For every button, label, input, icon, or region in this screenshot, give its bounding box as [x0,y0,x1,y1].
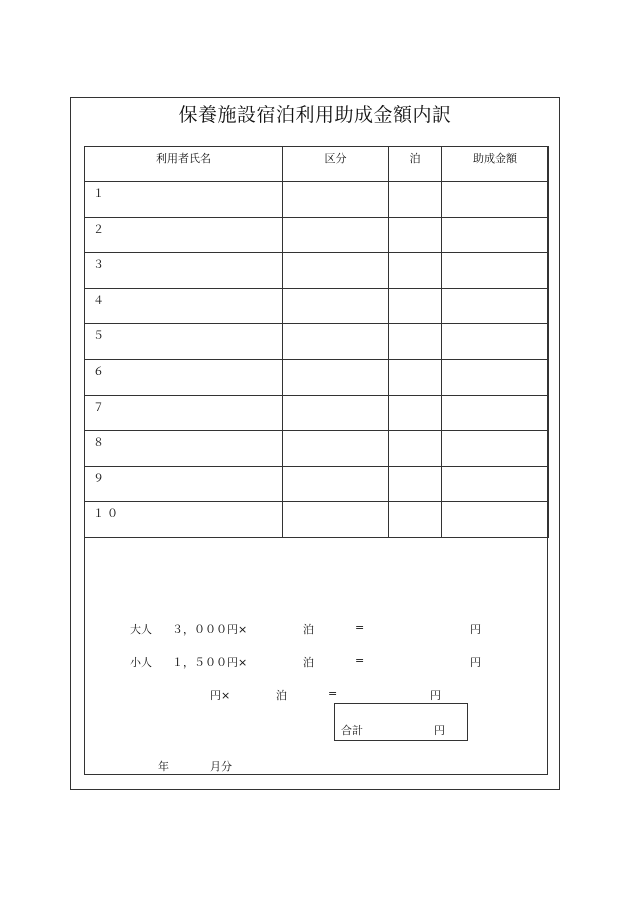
amount-cell[interactable] [442,502,549,538]
other-rate: 円× [210,689,231,702]
table-header-row [85,147,549,182]
adult-rate: ３，０００円× [172,623,248,636]
category-cell[interactable] [283,502,389,538]
header-user-name: 利用者氏名 [85,147,283,182]
other-equals: = [328,687,338,700]
nights-cell[interactable] [389,217,442,253]
nights-cell[interactable] [389,288,442,324]
amount-cell[interactable] [442,217,549,253]
adult-equals: = [355,621,365,634]
child-label: 小人 [130,656,152,669]
category-cell[interactable] [283,288,389,324]
category-cell[interactable] [283,466,389,502]
other-nights-unit: 泊 [276,689,287,702]
amount-cell[interactable] [442,431,549,467]
table-row [85,324,549,360]
table-row [85,253,549,289]
header-category: 区分 [283,147,389,182]
table-row [85,502,549,538]
row-number[interactable]: ２ [85,217,283,253]
header-subsidy-amount: 助成金額 [442,147,549,182]
nights-cell[interactable] [389,253,442,289]
row-number[interactable]: １ [85,182,283,218]
category-cell[interactable] [283,324,389,360]
category-cell[interactable] [283,359,389,395]
row-number[interactable]: ３ [85,253,283,289]
other-yen: 円 [430,689,441,702]
table-row [85,466,549,502]
table-row [85,431,549,467]
category-cell[interactable] [283,217,389,253]
table-row [85,217,549,253]
nights-cell[interactable] [389,502,442,538]
amount-cell[interactable] [442,395,549,431]
row-number[interactable]: ９ [85,466,283,502]
nights-cell[interactable] [389,359,442,395]
category-cell[interactable] [283,253,389,289]
table-row [85,359,549,395]
header-nights: 泊 [389,147,442,182]
table-row [85,395,549,431]
child-yen: 円 [470,656,481,669]
period-year: 年 [158,760,169,773]
amount-cell[interactable] [442,359,549,395]
child-equals: = [355,654,365,667]
nights-cell[interactable] [389,182,442,218]
row-number[interactable]: ６ [85,359,283,395]
category-cell[interactable] [283,395,389,431]
amount-cell[interactable] [442,324,549,360]
period-month: 月分 [210,760,232,773]
table-row [85,182,549,218]
adult-label: 大人 [130,623,152,636]
document-title: 保養施設宿泊利用助成金額内訳 [178,104,452,126]
child-rate: １，５００円× [172,656,248,669]
nights-cell[interactable] [389,324,442,360]
detail-table [84,146,549,538]
row-number[interactable]: ７ [85,395,283,431]
row-number[interactable]: ８ [85,431,283,467]
category-cell[interactable] [283,182,389,218]
nights-cell[interactable] [389,466,442,502]
nights-cell[interactable] [389,395,442,431]
total-label: 合計 [341,724,363,737]
table-row [85,288,549,324]
adult-nights-unit: 泊 [303,623,314,636]
child-nights-unit: 泊 [303,656,314,669]
row-number[interactable]: １０ [85,502,283,538]
adult-yen: 円 [470,623,481,636]
row-number[interactable]: ４ [85,288,283,324]
category-cell[interactable] [283,431,389,467]
amount-cell[interactable] [442,288,549,324]
row-number[interactable]: ５ [85,324,283,360]
amount-cell[interactable] [442,466,549,502]
total-yen: 円 [434,724,445,737]
nights-cell[interactable] [389,431,442,467]
amount-cell[interactable] [442,253,549,289]
amount-cell[interactable] [442,182,549,218]
